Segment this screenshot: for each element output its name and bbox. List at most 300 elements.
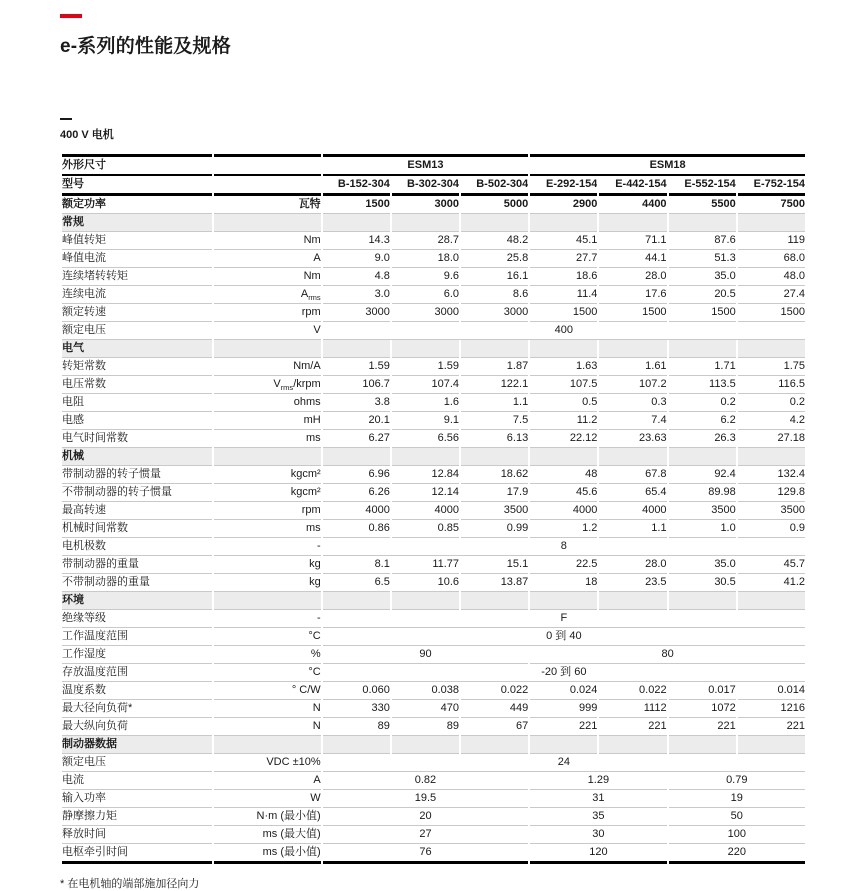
value-cell: 6.0 [392, 286, 459, 304]
unit-cell: °C [214, 628, 320, 646]
value-cell: 41.2 [738, 574, 805, 592]
merged-value-cell: 220 [669, 844, 805, 864]
value-cell: 22.12 [530, 430, 597, 448]
value-cell: 0.5 [530, 394, 597, 412]
unit-cell: Nm [214, 232, 320, 250]
model-header: B-302-304 [392, 176, 459, 196]
merged-value-cell: 90 [323, 646, 529, 664]
value-cell: 17.9 [461, 484, 528, 502]
row-label: 额定电压 [62, 322, 212, 340]
value-cell: 132.4 [738, 466, 805, 484]
frame-size-label: 外形尺寸 [62, 154, 212, 176]
section-filler [530, 736, 597, 754]
section-title: 电气 [62, 340, 212, 358]
section-filler [738, 340, 805, 358]
value-cell: 89 [323, 718, 390, 736]
unit-cell: N [214, 718, 320, 736]
unit-cell: 瓦特 [214, 196, 320, 214]
value-cell: 30.5 [669, 574, 736, 592]
value-cell: 45.6 [530, 484, 597, 502]
value-cell: 6.27 [323, 430, 390, 448]
value-cell: 6.26 [323, 484, 390, 502]
spec-row [62, 700, 805, 718]
value-cell: 470 [392, 700, 459, 718]
row-label: 电感 [62, 412, 212, 430]
merged-value-cell: 400 [323, 322, 805, 340]
unit-cell [214, 176, 320, 196]
value-cell: 0.024 [530, 682, 597, 700]
section-filler [530, 214, 597, 232]
model-header: E-552-154 [669, 176, 736, 196]
spec-row [62, 466, 805, 484]
merged-value-cell: 20 [323, 808, 529, 826]
merged-value-cell: 1.29 [530, 772, 666, 790]
value-cell: 45.7 [738, 556, 805, 574]
value-cell: 1.75 [738, 358, 805, 376]
spec-row [62, 664, 805, 682]
value-cell: 4000 [599, 502, 666, 520]
section-filler [392, 214, 459, 232]
unit-cell: - [214, 610, 320, 628]
section-header-row [62, 340, 805, 358]
value-cell: 11.4 [530, 286, 597, 304]
section-filler [530, 448, 597, 466]
value-cell: 18.6 [530, 268, 597, 286]
unit-cell: A [214, 772, 320, 790]
model-header: B-502-304 [461, 176, 528, 196]
value-cell: 106.7 [323, 376, 390, 394]
section-filler [323, 340, 390, 358]
unit-cell: V [214, 322, 320, 340]
value-cell: 221 [530, 718, 597, 736]
value-cell: 1.2 [530, 520, 597, 538]
value-cell: 113.5 [669, 376, 736, 394]
section-filler [530, 340, 597, 358]
value-cell: 89.98 [669, 484, 736, 502]
spec-row [62, 376, 805, 394]
value-cell: 16.1 [461, 268, 528, 286]
value-cell: 28.7 [392, 232, 459, 250]
spec-row [62, 718, 805, 736]
model-header: E-442-154 [599, 176, 666, 196]
spec-row [62, 250, 805, 268]
unit-cell: Nm [214, 268, 320, 286]
section-filler [530, 592, 597, 610]
merged-value-cell: 50 [669, 808, 805, 826]
unit-cell: A [214, 250, 320, 268]
value-cell: 1500 [669, 304, 736, 322]
value-cell: 4000 [392, 502, 459, 520]
spec-row [62, 304, 805, 322]
value-cell: 18 [530, 574, 597, 592]
row-label: 带制动器的转子惯量 [62, 466, 212, 484]
value-cell: 11.77 [392, 556, 459, 574]
spec-row [62, 502, 805, 520]
value-cell: 1072 [669, 700, 736, 718]
unit-cell: kgcm² [214, 484, 320, 502]
unit-cell: ° C/W [214, 682, 320, 700]
subtitle-bar [60, 118, 72, 120]
value-cell: 23.63 [599, 430, 666, 448]
frame-size-group-header: ESM13 [323, 154, 529, 176]
spec-row [62, 538, 805, 556]
value-cell: 4400 [599, 196, 666, 214]
value-cell: 0.060 [323, 682, 390, 700]
spec-row [62, 322, 805, 340]
value-cell: 22.5 [530, 556, 597, 574]
value-cell: 87.6 [669, 232, 736, 250]
value-cell: 7.4 [599, 412, 666, 430]
unit-cell: ms (最小值) [214, 844, 320, 864]
value-cell: 48 [530, 466, 597, 484]
value-cell: 20.5 [669, 286, 736, 304]
merged-value-cell: 76 [323, 844, 529, 864]
unit-cell: rpm [214, 304, 320, 322]
value-cell: 3000 [392, 304, 459, 322]
value-cell: 9.0 [323, 250, 390, 268]
value-cell: 1.6 [392, 394, 459, 412]
unit-cell: N [214, 700, 320, 718]
value-cell: 18.0 [392, 250, 459, 268]
value-cell: 3500 [738, 502, 805, 520]
section-title: 制动器数据 [62, 736, 212, 754]
value-cell: 1500 [599, 304, 666, 322]
unit-cell: mH [214, 412, 320, 430]
row-label: 电流 [62, 772, 212, 790]
value-cell: 12.84 [392, 466, 459, 484]
unit-cell: kgcm² [214, 466, 320, 484]
value-cell: 8.1 [323, 556, 390, 574]
value-cell: 0.022 [599, 682, 666, 700]
merged-value-cell: 19 [669, 790, 805, 808]
merged-value-cell: 120 [530, 844, 666, 864]
value-cell: 6.96 [323, 466, 390, 484]
section-filler [214, 736, 320, 754]
value-cell: 1.61 [599, 358, 666, 376]
row-label: 电机极数 [62, 538, 212, 556]
section-filler [669, 448, 736, 466]
row-label: 额定转速 [62, 304, 212, 322]
row-label: 不带制动器的转子惯量 [62, 484, 212, 502]
value-cell: 9.1 [392, 412, 459, 430]
section-filler [461, 448, 528, 466]
section-filler [738, 448, 805, 466]
value-cell: 221 [738, 718, 805, 736]
row-label: 输入功率 [62, 790, 212, 808]
value-cell: 89 [392, 718, 459, 736]
row-label: 带制动器的重量 [62, 556, 212, 574]
value-cell: 35.0 [669, 268, 736, 286]
spec-row [62, 520, 805, 538]
merged-value-cell: F [323, 610, 805, 628]
value-cell: 67 [461, 718, 528, 736]
value-cell: 6.13 [461, 430, 528, 448]
value-cell: 27.7 [530, 250, 597, 268]
row-label: 工作温度范围 [62, 628, 212, 646]
row-label: 电阻 [62, 394, 212, 412]
rated-power-row [62, 196, 805, 214]
value-cell: 999 [530, 700, 597, 718]
spec-row [62, 754, 805, 772]
value-cell: 0.014 [738, 682, 805, 700]
row-label: 电枢牵引时间 [62, 844, 212, 864]
value-cell: 3000 [323, 304, 390, 322]
value-cell: 3.8 [323, 394, 390, 412]
section-header-row [62, 214, 805, 232]
value-cell: 68.0 [738, 250, 805, 268]
spec-row [62, 556, 805, 574]
value-cell: 26.3 [669, 430, 736, 448]
unit-cell: ms [214, 430, 320, 448]
frame-size-row [62, 154, 805, 176]
merged-value-cell: 0.82 [323, 772, 529, 790]
value-cell: 107.4 [392, 376, 459, 394]
merged-value-cell: 8 [323, 538, 805, 556]
section-filler [392, 736, 459, 754]
value-cell: 1500 [738, 304, 805, 322]
spec-row [62, 682, 805, 700]
value-cell: 67.8 [599, 466, 666, 484]
spec-row [62, 826, 805, 844]
unit-cell: N·m (最小值) [214, 808, 320, 826]
value-cell: 10.6 [392, 574, 459, 592]
value-cell: 28.0 [599, 556, 666, 574]
value-cell: 122.1 [461, 376, 528, 394]
value-cell: 35.0 [669, 556, 736, 574]
section-filler [392, 592, 459, 610]
value-cell: 1.59 [323, 358, 390, 376]
section-title: 常规 [62, 214, 212, 232]
spec-row [62, 268, 805, 286]
row-label: 最高转速 [62, 502, 212, 520]
unit-cell [214, 154, 320, 176]
row-label: 工作湿度 [62, 646, 212, 664]
unit-cell: ohms [214, 394, 320, 412]
section-filler [461, 736, 528, 754]
value-cell: 6.2 [669, 412, 736, 430]
unit-cell: - [214, 538, 320, 556]
row-label: 绝缘等级 [62, 610, 212, 628]
value-cell: 3500 [669, 502, 736, 520]
unit-cell: W [214, 790, 320, 808]
row-label: 存放温度范围 [62, 664, 212, 682]
model-header: E-752-154 [738, 176, 805, 196]
value-cell: 0.85 [392, 520, 459, 538]
merged-value-cell: -20 到 60 [323, 664, 805, 682]
value-cell: 2900 [530, 196, 597, 214]
value-cell: 5000 [461, 196, 528, 214]
value-cell: 3500 [461, 502, 528, 520]
section-filler [323, 214, 390, 232]
value-cell: 330 [323, 700, 390, 718]
merged-value-cell: 35 [530, 808, 666, 826]
section-filler [214, 214, 320, 232]
section-header-row [62, 592, 805, 610]
section-title: 环境 [62, 592, 212, 610]
unit-cell: ms [214, 520, 320, 538]
section-filler [461, 340, 528, 358]
section-filler [392, 448, 459, 466]
merged-value-cell: 0.79 [669, 772, 805, 790]
value-cell: 0.2 [738, 394, 805, 412]
value-cell: 1500 [323, 196, 390, 214]
value-cell: 45.1 [530, 232, 597, 250]
section-filler [392, 340, 459, 358]
row-label: 释放时间 [62, 826, 212, 844]
merged-value-cell: 27 [323, 826, 529, 844]
row-label: 电压常数 [62, 376, 212, 394]
value-cell: 4.2 [738, 412, 805, 430]
value-cell: 7500 [738, 196, 805, 214]
row-label: 静摩擦力矩 [62, 808, 212, 826]
value-cell: 4000 [323, 502, 390, 520]
section-filler [738, 592, 805, 610]
spec-row [62, 394, 805, 412]
value-cell: 51.3 [669, 250, 736, 268]
row-label: 最大纵向负荷 [62, 718, 212, 736]
value-cell: 14.3 [323, 232, 390, 250]
red-accent-bar [60, 14, 82, 18]
value-cell: 5500 [669, 196, 736, 214]
section-filler [323, 448, 390, 466]
value-cell: 17.6 [599, 286, 666, 304]
value-cell: 1.59 [392, 358, 459, 376]
spec-row [62, 286, 805, 304]
value-cell: 23.5 [599, 574, 666, 592]
value-cell: 1500 [530, 304, 597, 322]
merged-value-cell: 19.5 [323, 790, 529, 808]
value-cell: 15.1 [461, 556, 528, 574]
value-cell: 0.038 [392, 682, 459, 700]
section-filler [738, 214, 805, 232]
value-cell: 221 [669, 718, 736, 736]
row-label: 电气时间常数 [62, 430, 212, 448]
value-cell: 4.8 [323, 268, 390, 286]
merged-value-cell: 31 [530, 790, 666, 808]
unit-cell: $V_{rms}$/krpm [214, 376, 320, 394]
merged-value-cell: 30 [530, 826, 666, 844]
section-filler [214, 340, 320, 358]
unit-cell: % [214, 646, 320, 664]
section-filler [323, 592, 390, 610]
value-cell: 28.0 [599, 268, 666, 286]
value-cell: 0.017 [669, 682, 736, 700]
value-cell: 92.4 [669, 466, 736, 484]
section-filler [323, 736, 390, 754]
value-cell: 1.63 [530, 358, 597, 376]
spec-row [62, 358, 805, 376]
value-cell: 1.87 [461, 358, 528, 376]
spec-row [62, 844, 805, 864]
spec-row [62, 772, 805, 790]
section-filler [599, 736, 666, 754]
section-filler [214, 448, 320, 466]
unit-cell: $A_{rms}$ [214, 286, 320, 304]
spec-row [62, 628, 805, 646]
row-label: 温度系数 [62, 682, 212, 700]
page-title: e-系列的性能及规格 [60, 36, 231, 57]
unit-cell: VDC ±10% [214, 754, 320, 772]
section-filler [599, 340, 666, 358]
row-label: 额定电压 [62, 754, 212, 772]
spec-row [62, 646, 805, 664]
value-cell: 0.99 [461, 520, 528, 538]
section-header-row [62, 448, 805, 466]
merged-value-cell: 0 到 40 [323, 628, 805, 646]
row-label: 峰值电流 [62, 250, 212, 268]
value-cell: 1.1 [599, 520, 666, 538]
spec-row [62, 610, 805, 628]
value-cell: 27.18 [738, 430, 805, 448]
section-filler [669, 214, 736, 232]
spec-row [62, 790, 805, 808]
section-filler [461, 592, 528, 610]
value-cell: 6.56 [392, 430, 459, 448]
value-cell: 7.5 [461, 412, 528, 430]
value-cell: 1112 [599, 700, 666, 718]
value-cell: 0.3 [599, 394, 666, 412]
section-filler [599, 214, 666, 232]
unit-cell: Nm/A [214, 358, 320, 376]
value-cell: 25.8 [461, 250, 528, 268]
section-header-row [62, 736, 805, 754]
section-filler [669, 592, 736, 610]
merged-value-cell: 80 [530, 646, 805, 664]
row-label: 连续堵转转矩 [62, 268, 212, 286]
model-row [62, 176, 805, 196]
value-cell: 48.2 [461, 232, 528, 250]
section-title: 机械 [62, 448, 212, 466]
value-cell: 8.6 [461, 286, 528, 304]
value-cell: 44.1 [599, 250, 666, 268]
doc-subtitle: 400 V 电机 [60, 129, 114, 141]
row-label: 连续电流 [62, 286, 212, 304]
merged-value-cell: 24 [323, 754, 805, 772]
spec-row [62, 484, 805, 502]
footnote: * 在电机轴的端部施加径向力 [60, 878, 200, 890]
value-cell: 71.1 [599, 232, 666, 250]
value-cell: 48.0 [738, 268, 805, 286]
value-cell: 1.71 [669, 358, 736, 376]
spec-row [62, 232, 805, 250]
section-filler [738, 736, 805, 754]
frame-size-group-header: ESM18 [530, 154, 805, 176]
section-filler [599, 448, 666, 466]
section-filler [669, 340, 736, 358]
value-cell: 119 [738, 232, 805, 250]
section-filler [214, 592, 320, 610]
merged-value-cell: 100 [669, 826, 805, 844]
section-filler [599, 592, 666, 610]
value-cell: 27.4 [738, 286, 805, 304]
unit-cell: ms (最大值) [214, 826, 320, 844]
value-cell: 12.14 [392, 484, 459, 502]
spec-table [60, 154, 807, 864]
value-cell: 129.8 [738, 484, 805, 502]
spec-table-body [62, 154, 805, 864]
value-cell: 9.6 [392, 268, 459, 286]
spec-row [62, 430, 805, 448]
model-header: B-152-304 [323, 176, 390, 196]
row-label: 最大径向负荷* [62, 700, 212, 718]
value-cell: 3000 [392, 196, 459, 214]
value-cell: 116.5 [738, 376, 805, 394]
section-filler [461, 214, 528, 232]
row-label: 额定功率 [62, 196, 212, 214]
unit-cell: kg [214, 556, 320, 574]
value-cell: 6.5 [323, 574, 390, 592]
value-cell: 107.2 [599, 376, 666, 394]
